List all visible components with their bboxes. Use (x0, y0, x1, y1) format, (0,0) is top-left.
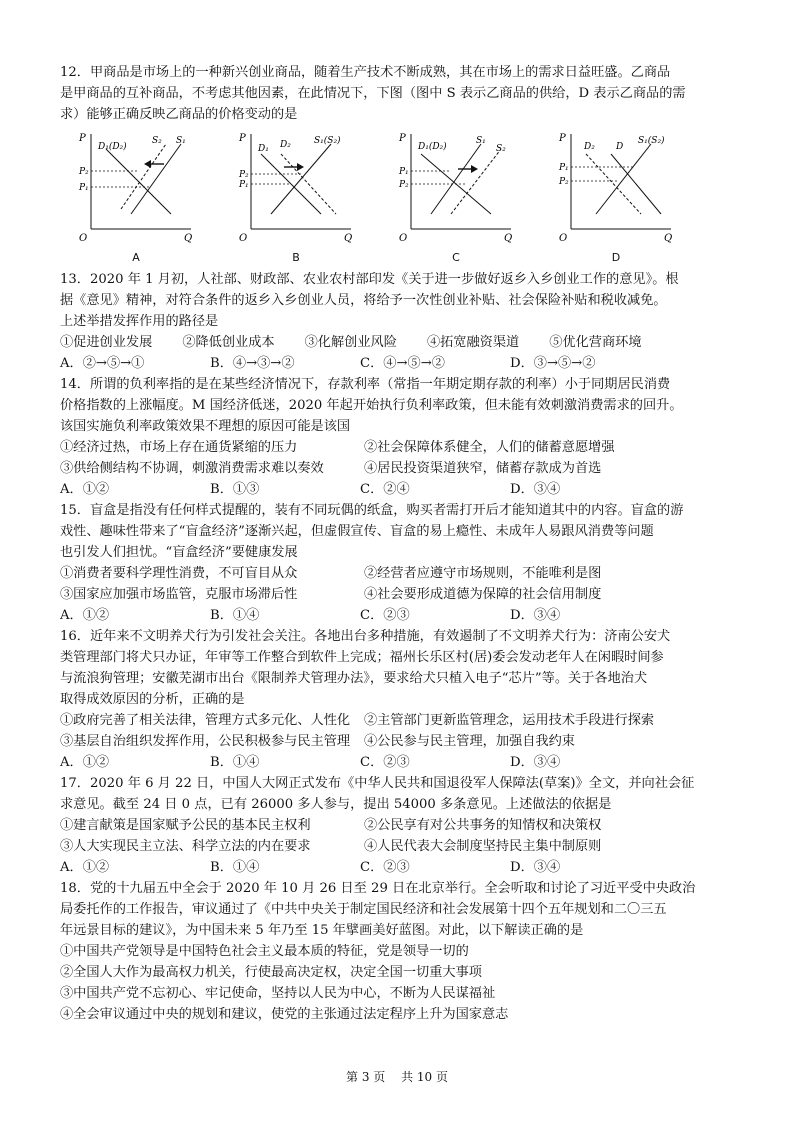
graph-b-p-top: P₂ (239, 170, 249, 180)
q18-line: 年远景目标的建议》，为中国未来 5 年乃至 15 年擘画美好蓝图。对此，以下解读正确的是 (60, 923, 584, 938)
svg-text:Q: Q (664, 233, 673, 244)
answer-option-d[interactable]: D．③④ (510, 755, 561, 770)
q15-line: 15．盲盒是指没有任何样式提醒的，装有不同玩偶的纸盒，购买者需打开后才能知道其中的内容。盲盒的游 (60, 503, 684, 518)
q14-statements-row (60, 458, 742, 479)
statement: ③基层自治组织发挥作用，公民积极参与民主管理 (60, 734, 351, 749)
graph-a-p-top: P₂ (79, 167, 89, 177)
q16-line: 类管理部门将犬只办证，年审等工作整合到软件上完成；福州长乐区村(居)委会发动老年人在闲暇时间参 (60, 650, 664, 665)
graph-a-label: A (132, 251, 140, 264)
statement: ③供给侧结构不协调，刺激消费需求难以奏效 (60, 461, 324, 476)
statement: ⑤优化营商环境 (549, 335, 642, 350)
graph-b-s-label: S₁(S₂) (314, 136, 341, 146)
graph-b (236, 129, 356, 269)
q15-statements-row (60, 563, 742, 584)
graph-a-p-bot: P₁ (79, 183, 89, 193)
statement: ③人大实现民主立法、科学立法的内在要求 (60, 839, 311, 854)
svg-text:P: P (239, 133, 246, 144)
answer-option-c[interactable]: C．②④ (360, 482, 410, 497)
svg-text:O: O (239, 233, 248, 244)
statement: ②社会保障体系健全，人们的储蓄意愿增强 (364, 440, 615, 455)
answer-option-c[interactable]: C．②③ (360, 755, 410, 770)
axis-o: O (79, 233, 88, 244)
graph-b-d-left: D₁ (258, 144, 269, 154)
q12-line: 求）能够正确反映乙商品的价格变动的是 (60, 107, 298, 122)
graph-d-svg (556, 129, 676, 249)
q17-statements-row (60, 836, 742, 857)
graph-b-svg (236, 129, 356, 249)
graph-c-label: C (452, 251, 460, 264)
svg-text:P: P (559, 133, 566, 144)
statement: ①促进创业发展 (60, 335, 153, 350)
q14-line: 14．所谓的负利率指的是在某些经济情况下，存款利率（常指一年期定期存款的利率）小于同期居民消费 (60, 377, 671, 392)
graph-c-s-left: S₁ (476, 136, 486, 146)
answer-option-b[interactable]: B．①④ (210, 608, 260, 623)
graph-c-d-label: D₁(D₂) (418, 142, 447, 152)
graph-a-d-label: D₁(D₂) (98, 142, 127, 152)
graph-a-svg (76, 129, 196, 249)
statement: ④居民投资渠道狭窄，储蓄存款成为首选 (364, 461, 602, 476)
page-footer (0, 1068, 794, 1085)
answer-option-b[interactable]: B．④→③→② (210, 356, 295, 371)
answer-option-d[interactable]: D．③④ (510, 860, 561, 875)
question-12 (60, 62, 742, 269)
axis-q: Q (184, 233, 193, 244)
q18-line: 18．党的十九届五中全会于 2020 年 10 月 26 日至 29 日在北京举行。全会听取和讨论了习近平受中央政治 (60, 881, 696, 896)
graph-b-d-right: D₂ (280, 140, 291, 150)
answer-option-c[interactable]: C．④→⑤→② (360, 356, 445, 371)
statement: ②公民享有对公共事务的知情权和决策权 (364, 818, 602, 833)
q18-line: 局委托作的工作报告，审议通过了《中共中央关于制定国民经济和社会发展第十四个五年规划和二〇三五 (60, 902, 667, 917)
statement: ②经营者应遵守市场规则，不能唯利是图 (364, 566, 602, 581)
statement: ④社会要形成道德为保障的社会信用制度 (364, 587, 602, 602)
svg-text:O: O (559, 233, 568, 244)
axis-p: P (79, 133, 86, 144)
statement: ②主管部门更新监管理念，运用技术手段进行探索 (364, 713, 655, 728)
graph-c-s-right: S₂ (496, 144, 506, 154)
question-13 (60, 269, 742, 374)
q17-answers (60, 857, 742, 878)
graph-a (76, 129, 196, 269)
statement: ①消费者要科学理性消费，不可盲目从众 (60, 566, 298, 581)
q13-line: 据《意见》精神，对符合条件的返乡入乡创业人员，将给予一次性创业补贴、社会保险补贴和税收减免。 (60, 293, 667, 308)
statement: ①政府完善了相关法律，管理方式多元化、人性化 (60, 713, 351, 728)
answer-option-d[interactable]: D．③④ (510, 482, 561, 497)
answer-option-b[interactable]: B．①④ (210, 860, 260, 875)
page-total: 共 10 页 (401, 1070, 448, 1084)
q15-line: 戏性、趣味性带来了“盲盒经济”逐渐兴起，但虚假宣传、盲盒的易上瘾性、未成年人易跟风消费等问题 (60, 524, 654, 539)
graph-d-s-label: S₁(S₂) (638, 136, 665, 146)
svg-text:Q: Q (504, 233, 513, 244)
graph-d-d-right: D (616, 142, 624, 152)
q15-answers (60, 605, 742, 626)
q12-line: 是甲商品的互补商品，不考虑其他因素，在此情况下，下图（图中 S 表示乙商品的供给，D 表示乙商品的需 (60, 86, 686, 101)
answer-option-a[interactable]: A．②→⑤→① (60, 356, 145, 371)
answer-option-c[interactable]: C．②③ (360, 608, 410, 623)
q14-statements-row (60, 437, 742, 458)
graph-c-p-bot: P₂ (399, 180, 409, 190)
q13-answers (60, 353, 742, 374)
q16-line: 取得成效原因的分析，正确的是 (60, 692, 245, 707)
answer-option-a[interactable]: A．①② (60, 860, 110, 875)
q15-line: 也引发人们担忧。“盲盒经济”要健康发展 (60, 545, 298, 560)
question-18 (60, 878, 742, 1025)
q16-answers (60, 752, 742, 773)
statement: ④公民参与民主管理，加强自我约束 (364, 734, 575, 749)
answer-option-b[interactable]: B．①③ (210, 482, 260, 497)
statement: ①建言献策是国家赋予公民的基本民主权利 (60, 818, 311, 833)
statement: ④拓宽融资渠道 (426, 335, 520, 350)
q14-answers (60, 479, 742, 500)
graph-d-p-bot: P₂ (559, 177, 569, 187)
statement: ①中国共产党领导是中国特色社会主义最本质的特征，党是领导一切的 (60, 944, 469, 959)
graph-a-s-left: S₂ (152, 136, 162, 146)
graph-a-s-right: S₁ (176, 136, 186, 146)
answer-option-c[interactable]: C．②③ (360, 860, 410, 875)
supply-demand-graphs (76, 129, 676, 269)
q14-line: 价格指数的上涨幅度。M 国经济低迷，2020 年起开始执行负利率政策，但未能有效刺激消费需求的回升。 (60, 398, 683, 413)
graph-c-svg (396, 129, 516, 249)
q12-line: 12．甲商品是市场上的一种新兴创业商品，随着生产技术不断成熟，其在市场上的需求日益旺盛。乙商品 (60, 65, 671, 80)
question-16 (60, 626, 742, 773)
statement: ③中国共产党不忘初心、牢记使命，坚持以人民为中心，不断为人民谋福祉 (60, 986, 496, 1001)
q13-statements (60, 332, 742, 353)
svg-text:O: O (399, 233, 408, 244)
q13-line: 上述举措发挥作用的路径是 (60, 314, 219, 329)
q17-line: 17．2020 年 6 月 22 日，中国人大网正式发布《中华人民共和国退役军人保障法(草案)》全文，并向社会征 (60, 776, 695, 791)
q15-statements-row (60, 584, 742, 605)
exam-page (60, 62, 742, 1025)
graph-b-label: B (292, 251, 300, 264)
statement: ③化解创业风险 (304, 335, 397, 350)
q13-line: 13．2020 年 1 月初，人社部、财政部、农业农村部印发《关于进一步做好返乡入乡创业工作的意见》。根 (60, 272, 679, 287)
graph-d (556, 129, 676, 269)
statement: ③国家应加强市场监管，克服市场滞后性 (60, 587, 298, 602)
answer-option-b[interactable]: B．①④ (210, 755, 260, 770)
q17-statements-row (60, 815, 742, 836)
q16-line: 16．近年来不文明养犬行为引发社会关注。各地出台多种措施，有效遏制了不文明养犬行为：济南公安犬 (60, 629, 671, 644)
question-17 (60, 773, 742, 878)
graph-d-p-top: P₁ (559, 163, 569, 173)
statement: ②全国人大作为最高权力机关，行使最高决定权，决定全国一切重大事项 (60, 965, 482, 980)
answer-option-a[interactable]: A．①② (60, 608, 110, 623)
graph-d-label: D (611, 251, 621, 264)
answer-option-d[interactable]: D．③→⑤→② (510, 356, 596, 371)
graph-b-p-bot: P₁ (239, 180, 249, 190)
graph-c-p-top: P₁ (399, 167, 409, 177)
question-14 (60, 374, 742, 500)
q16-statements-row (60, 710, 742, 731)
statement: ④全会审议通过中央的规划和建议，使党的主张通过法定程序上升为国家意志 (60, 1007, 509, 1022)
answer-option-a[interactable]: A．①② (60, 755, 110, 770)
question-15 (60, 500, 742, 626)
graph-c (396, 129, 516, 269)
statement: ②降低创业成本 (182, 335, 275, 350)
q16-statements-row (60, 731, 742, 752)
q16-line: 与流浪狗管理；安徽芜湖市出台《限制养犬管理办法》，要求给犬只植入电子“芯片”等。关于各地治犬 (60, 671, 648, 686)
svg-text:P: P (399, 133, 406, 144)
answer-option-d[interactable]: D．③④ (510, 608, 561, 623)
answer-option-a[interactable]: A．①② (60, 482, 110, 497)
q14-line: 该国实施负利率政策效果不理想的原因可能是该国 (60, 419, 351, 434)
q17-line: 求意见。截至 24 日 0 点，已有 26000 多人参与，提出 54000 多条意见。上述做法的依据是 (60, 797, 612, 812)
graph-d-d-left: D₂ (584, 142, 595, 152)
statement: ①经济过热，市场上存在通货紧缩的压力 (60, 440, 298, 455)
statement: ④人民代表大会制度坚持民主集中制原则 (364, 839, 602, 854)
page-number: 第 3 页 (346, 1070, 386, 1084)
svg-text:Q: Q (344, 233, 353, 244)
